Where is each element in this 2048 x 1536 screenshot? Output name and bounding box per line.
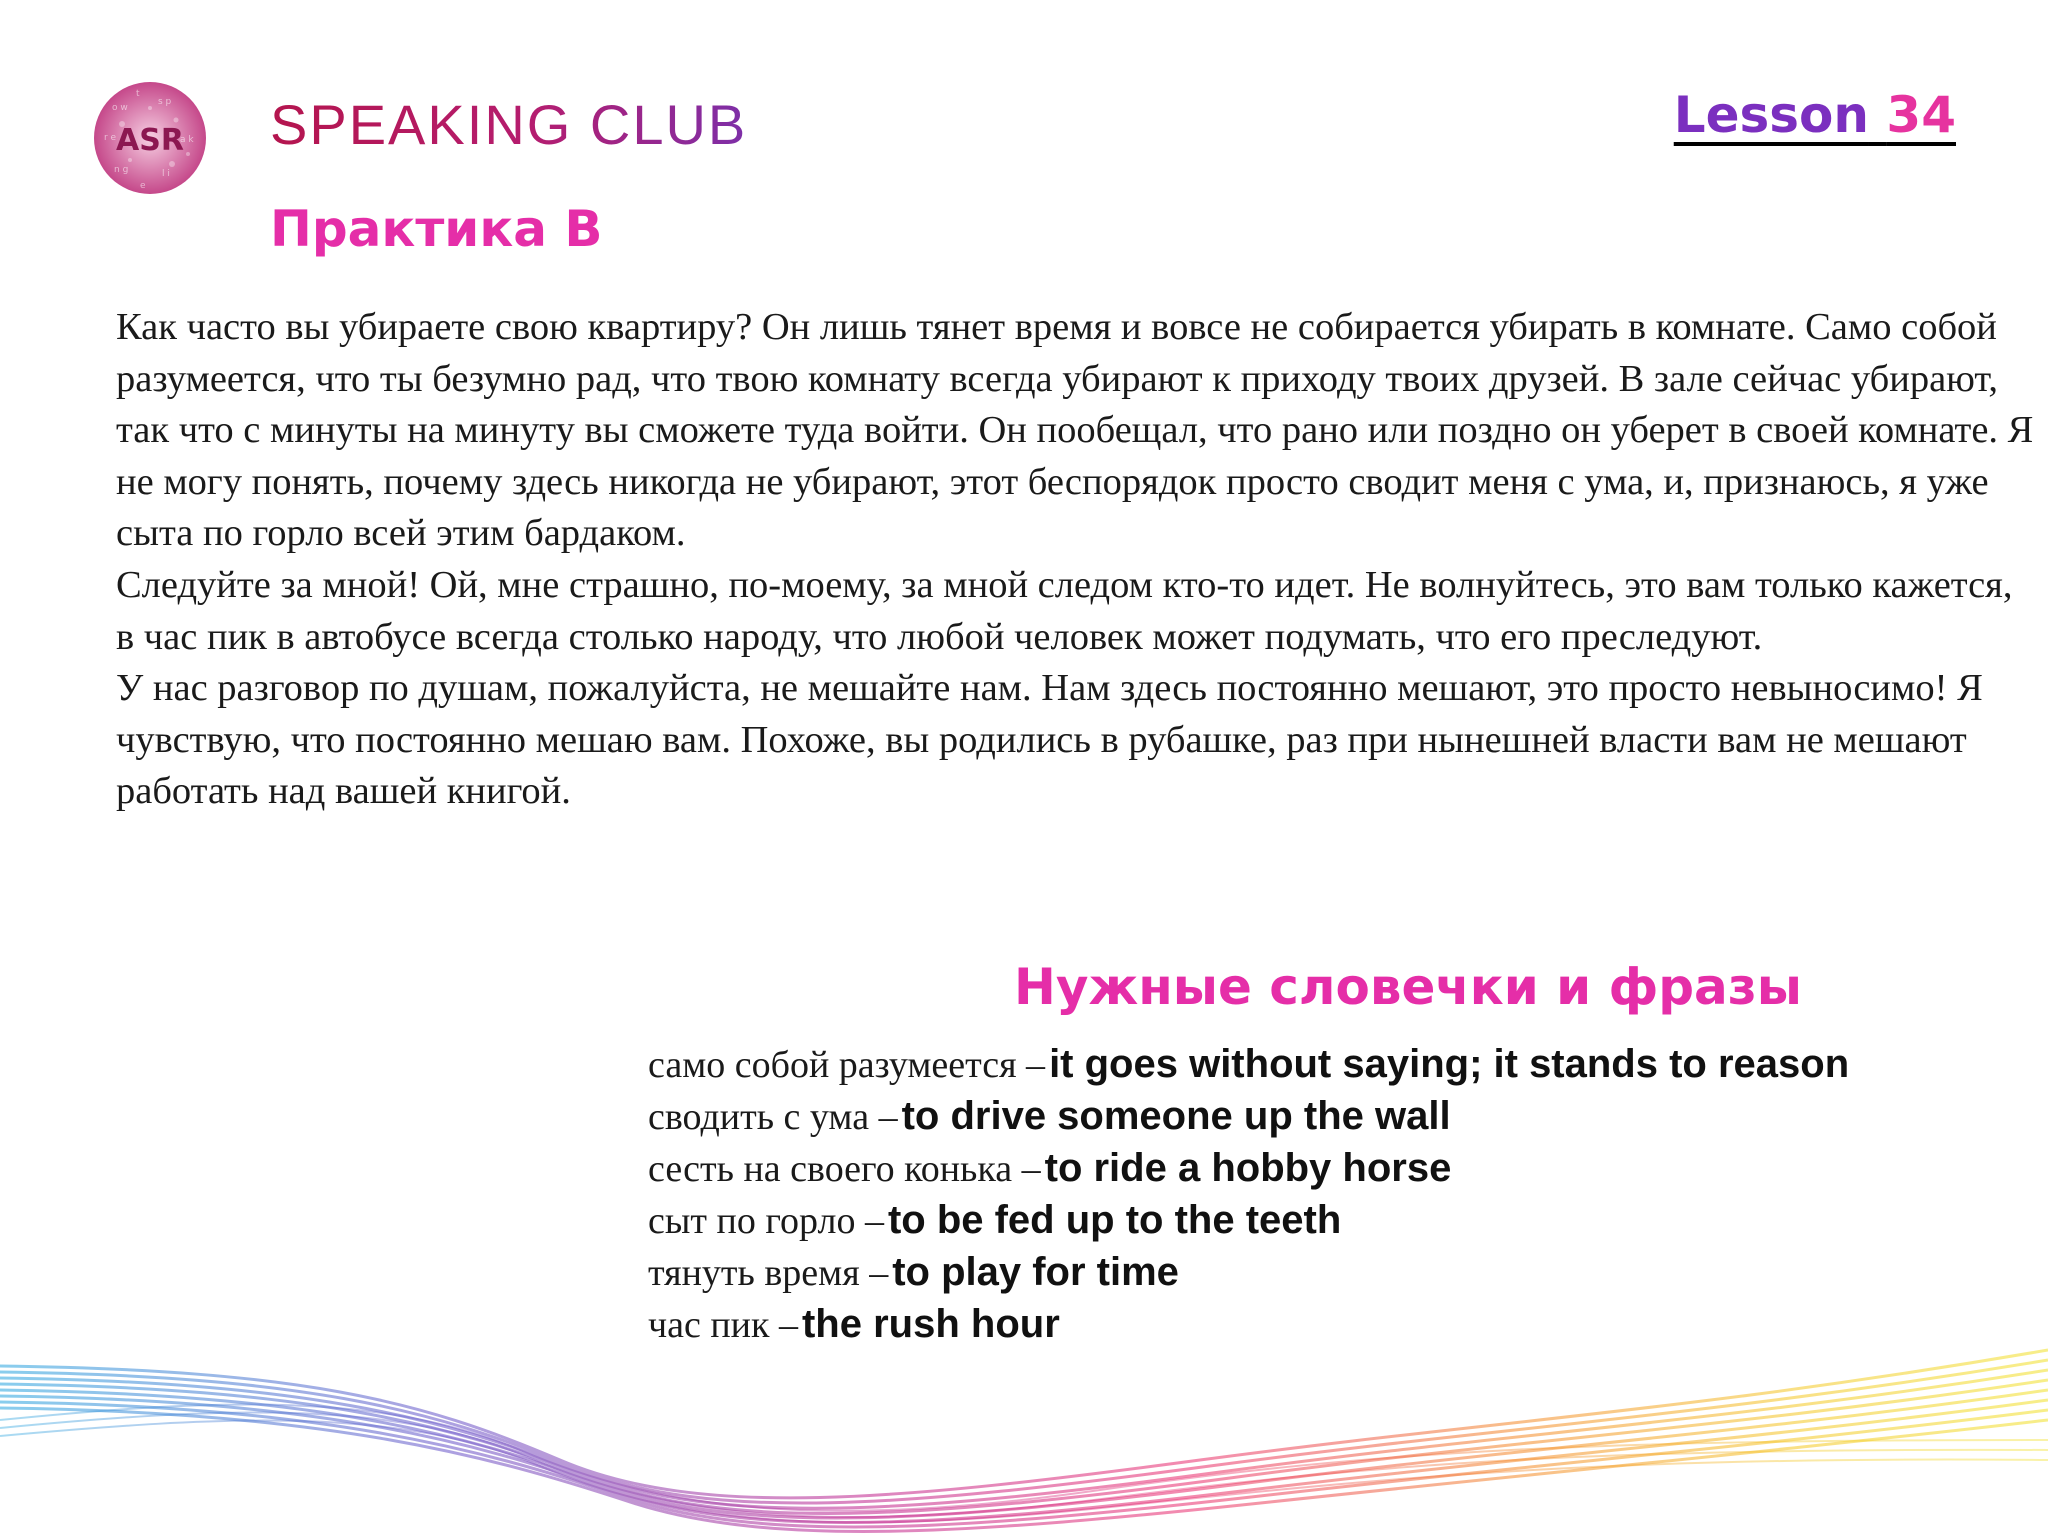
- vocab-en: to play for time: [892, 1250, 1179, 1294]
- vocab-item: [648, 1194, 2038, 1246]
- practice-passage: [116, 302, 2036, 818]
- svg-text:t: t: [136, 89, 140, 99]
- vocab-en: to ride a hobby horse: [1044, 1146, 1452, 1190]
- vocab-item: [648, 1142, 2038, 1194]
- vocab-en: it goes without saying; it stands to reason: [1049, 1042, 1850, 1086]
- svg-text:s p: s p: [158, 97, 172, 107]
- brand-title: SPEAKING CLUB: [270, 93, 748, 156]
- lesson-word: Lesson: [1673, 86, 1869, 144]
- vocab-ru: сыт по горло –: [648, 1200, 884, 1242]
- svg-text:e: e: [140, 181, 146, 191]
- vocab-ru: час пик –: [648, 1304, 798, 1346]
- lesson-number: 34: [1886, 86, 1956, 144]
- vocab-en: to drive someone up the wall: [901, 1094, 1451, 1138]
- lesson-label: [1674, 86, 1956, 144]
- passage-paragraph: У нас разговор по душам, пожалуйста, не мешайте нам. Нам здесь постоянно мешают, это просто невыносимо! Я чувствую, что постоянно мешаю вам. Похоже, вы родились в рубашке, раз при нынешней власти вам не мешают работать над вашей книгой.: [116, 667, 1983, 813]
- svg-text:l i: l i: [162, 169, 170, 179]
- vocab-item: [648, 1090, 2038, 1142]
- passage-paragraph: Следуйте за мной! Ой, мне страшно, по-моему, за мной следом кто-то идет. Не волнуйтесь, это вам только кажется, в час пик в автобусе всегда столько народу, что любой человек может подумать, что его преследуют.: [116, 563, 2013, 658]
- vocab-item: [648, 1246, 2038, 1298]
- vocab-item: [648, 1038, 2038, 1090]
- vocab-ru: само собой разумеется –: [648, 1044, 1046, 1086]
- vocab-title: Нужные словечки и фразы: [1014, 958, 1802, 1016]
- svg-text:o w: o w: [112, 103, 128, 113]
- asr-logo-icon: [92, 80, 208, 196]
- vocab-list: [648, 1038, 2038, 1350]
- passage-paragraph: Как часто вы убираете свою квартиру? Он лишь тянет время и вовсе не собирается убирать в комнате. Само собой разумеется, что ты безумно рад, что твою комнату всегда убирают к приходу твоих друзей. В зале сейчас убирают, так что с минуты на минуту вы сможете туда войти. Он пообещал, что рано или поздно он уберет в своей комнате. Я не могу понять, почему здесь никогда не убирают, этот беспорядок просто сводит меня с ума, и, признаюсь, я уже сыта по горло всей этим бардаком.: [116, 306, 2034, 555]
- svg-text:ASR: ASR: [116, 123, 184, 158]
- svg-text:r e: r e: [104, 133, 117, 143]
- rainbow-wave-decoration: [0, 1330, 2048, 1536]
- section-title: Практика В: [270, 200, 603, 258]
- svg-text:a k: a k: [180, 135, 194, 145]
- vocab-en: the rush hour: [801, 1302, 1060, 1346]
- vocab-ru: тянуть время –: [648, 1252, 889, 1294]
- svg-text:n g: n g: [114, 165, 129, 175]
- vocab-en: to be fed up to the teeth: [887, 1198, 1342, 1242]
- vocab-ru: сводить с ума –: [648, 1096, 898, 1138]
- vocab-ru: сесть на своего конька –: [648, 1148, 1041, 1190]
